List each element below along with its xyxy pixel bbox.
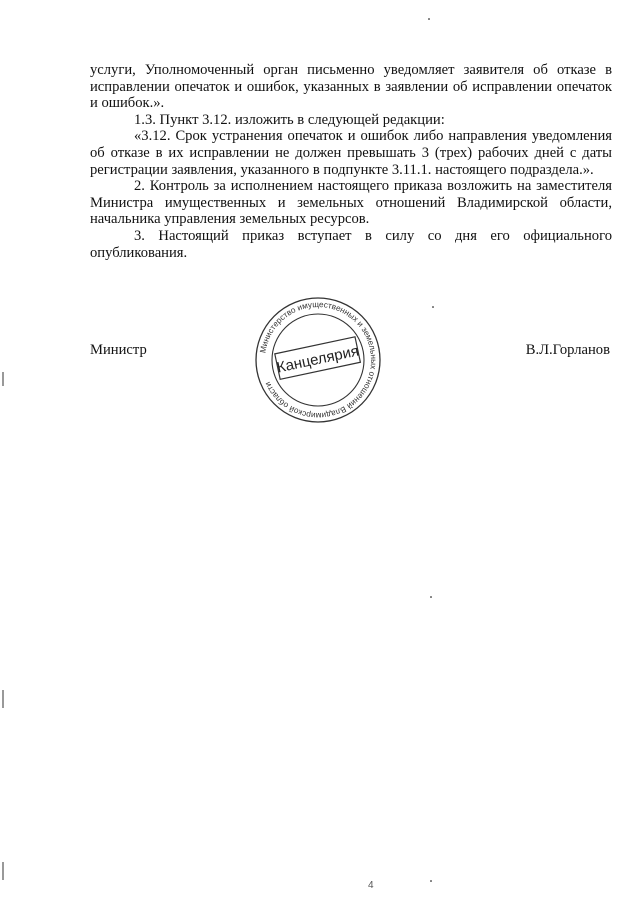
scan-speck xyxy=(432,306,434,308)
scan-speck xyxy=(430,596,432,598)
scan-edge-mark xyxy=(2,862,4,880)
paragraph-item-3: 3. Настоящий приказ вступает в силу со дня его официального опубликования. xyxy=(90,227,612,261)
document-body xyxy=(90,62,612,261)
office-stamp xyxy=(253,295,383,425)
paragraph-continuation: услуги, Уполномоченный орган письменно уведомляет заявителя об отказе в исправлении опечаток и ошибок, указанных в заявлении об исправлении опечаток и ошибок.». xyxy=(90,62,612,112)
scan-edge-mark xyxy=(2,690,4,708)
signature-name: В.Л.Горланов xyxy=(525,342,610,358)
stamp-center-text: Канцелярия xyxy=(275,342,361,377)
scan-edge-mark xyxy=(2,372,4,386)
scan-speck xyxy=(430,880,432,882)
scan-speck xyxy=(428,18,430,20)
paragraph-item-3-12: «3.12. Срок устранения опечаток и ошибок либо направления уведомления об отказе в их исправлении не должен превышать 3 (трех) рабочих дней с даты регистрации заявления, указанного в подпункте 3.11.1. настоящего подраздела.». xyxy=(90,128,612,178)
paragraph-item-2: 2. Контроль за исполнением настоящего приказа возложить на заместителя Министра имущественных и земельных отношений Владимирской области, начальника управления земельных ресурсов. xyxy=(90,178,612,228)
paragraph-item-1-3: 1.3. Пункт 3.12. изложить в следующей редакции: xyxy=(134,111,445,128)
stamp-ring-text: Министерство имущественных и земельных отношений Владимирской области xyxy=(258,299,379,421)
page-number: 4 xyxy=(368,880,374,891)
signature-position: Министр xyxy=(90,342,147,358)
